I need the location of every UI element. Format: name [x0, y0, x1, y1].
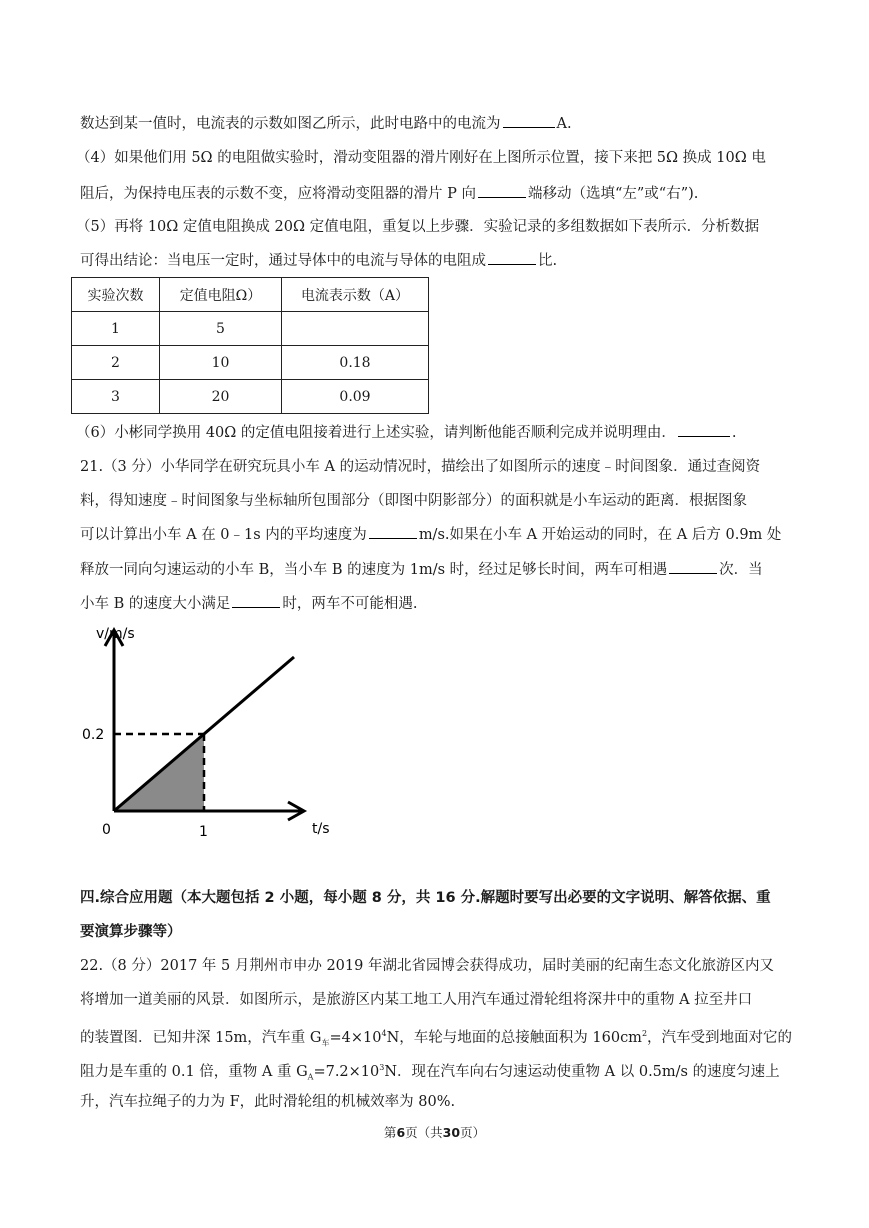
q21-line3-text: 可以计算出小车 A 在 0﹣1s 内的平均速度为 [80, 527, 367, 543]
x-axis-label: t/s [312, 821, 330, 837]
q20-line1 [80, 113, 572, 134]
section4-line2 [80, 922, 182, 942]
answer-blank[interactable] [669, 559, 717, 574]
q22-line1 [80, 956, 774, 976]
section4-heading-cont: 要演算步骤等） [80, 924, 182, 940]
q21-line1 [80, 457, 760, 477]
y-axis-label: v/m/s [96, 626, 135, 642]
q20-p4-line2 [80, 183, 698, 204]
superscript: 2 [641, 1029, 648, 1038]
q21-line1-text: 21.（3 分）小华同学在研究玩具小车 A 的运动情况时，描绘出了如图所示的速度﹣时间图象．通过查阅资 [80, 459, 761, 475]
q20-p4-line2-text: 阻后，为保持电压表的示数不变，应将滑动变阻器的滑片 P 向 [80, 186, 476, 202]
table-row [72, 346, 429, 380]
q20-p5-line1 [76, 217, 759, 237]
footer-mid: 页（共 [405, 1125, 443, 1140]
answer-blank[interactable] [488, 250, 536, 265]
x-tick-label: 1 [199, 824, 208, 840]
footer-post: 页） [460, 1125, 486, 1140]
table-cell: 2 [72, 346, 160, 380]
q20-p4-text: （4）如果他们用 5Ω 的电阻做实验时，滑动变阻器的滑片刚好在上图所示位置，接下来把 5Ω 换成 10Ω 电 [76, 150, 766, 166]
q22-line4-text-c: N．现在汽车向右匀速运动使重物 A 以 0.5m/s 的速度匀速上 [384, 1063, 780, 1080]
table-header: 定值电阻Ω） [160, 278, 282, 312]
q21-line2 [80, 491, 747, 511]
origin-label: 0 [102, 822, 111, 838]
page-footer [0, 1123, 869, 1141]
table-cell: 1 [72, 312, 160, 346]
q21-line4-suffix: 次．当 [719, 562, 763, 578]
q20-p4-line2-suffix: 端移动（选填“左”或“右”). [527, 186, 699, 202]
section4-line1 [80, 888, 771, 908]
table-row [72, 312, 429, 346]
superscript: 3 [379, 1063, 385, 1072]
q22-line4-text: 阻力是车重的 0.1 倍，重物 A 重 G [80, 1063, 308, 1080]
q20-p5-line2-suffix: 比. [538, 253, 558, 269]
q21-line4 [80, 559, 763, 580]
answer-blank[interactable] [369, 524, 417, 539]
q21-line5 [80, 593, 417, 614]
q20-p6-text: （6）小彬同学换用 40Ω 的定值电阻接着进行上述实验，请判断他能否顺利完成并说明理由． [76, 425, 676, 441]
q21-line5-suffix: 时，两车不可能相遇. [282, 596, 418, 612]
q22-line5-text: 升，汽车拉绳子的力为 F，此时滑轮组的机械效率为 80%. [80, 1094, 456, 1110]
answer-blank[interactable] [503, 113, 555, 128]
q22-line3 [80, 1024, 792, 1054]
q20-p6-line [76, 422, 737, 443]
total-pages: 30 [442, 1125, 461, 1140]
table-cell [282, 312, 429, 346]
subscript: 车 [321, 1038, 330, 1048]
section4-heading: 四.综合应用题（本大题包括 2 小题，每小题 8 分，共 16 分.解题时要写出必要的文字说明、解答依据、重 [80, 890, 771, 906]
q20-p6-suffix: . [731, 425, 737, 441]
q20-p4-line1 [76, 148, 766, 168]
q21-line2-text: 料，得知速度﹣时间图象与坐标轴所包围部分（即图中阴影部分）的面积就是小车运动的距离．根据图象 [80, 493, 747, 509]
q22-line2 [80, 990, 752, 1010]
table-cell: 0.18 [282, 346, 429, 380]
q22-line4 [80, 1058, 780, 1088]
q20-p5-line2 [80, 250, 557, 271]
table-cell: 5 [160, 312, 282, 346]
q20-p5-line2-text: 可得出结论：当电压一定时，通过导体中的电流与导体的电阻成 [80, 253, 486, 269]
q21-line4-text: 释放一同向匀速运动的小车 B，当小车 B 的速度为 1m/s 时，经过足够长时间，两车可相遇 [80, 562, 668, 578]
table-header-row [72, 278, 429, 312]
table-cell: 20 [160, 380, 282, 414]
table-cell: 10 [160, 346, 282, 380]
q20-line1-suffix: A. [556, 116, 572, 132]
q22-line3-text-d: ，汽车受到地面对它的 [647, 1029, 793, 1046]
footer-pre: 第 [383, 1125, 397, 1140]
table-header: 实验次数 [72, 278, 160, 312]
q22-line3-text-b: =4×10 [329, 1029, 382, 1046]
page-number: 6 [396, 1125, 406, 1140]
velocity-time-graph [70, 620, 370, 850]
q20-p5-text: （5）再将 10Ω 定值电阻换成 20Ω 定值电阻，重复以上步骤．实验记录的多组数据如下表所示．分析数据 [76, 219, 760, 235]
q22-line5 [80, 1092, 455, 1112]
table-header: 电流表示数（A） [282, 278, 429, 312]
answer-blank[interactable] [232, 593, 280, 608]
subscript: A [307, 1072, 314, 1082]
table-row [72, 380, 429, 414]
table-cell: 0.09 [282, 380, 429, 414]
answer-blank[interactable] [478, 183, 526, 198]
q20-line1-text: 数达到某一值时，电流表的示数如图乙所示，此时电路中的电流为 [80, 116, 501, 132]
superscript: 4 [381, 1029, 387, 1038]
q22-line3-text: 的装置图．已知井深 15m，汽车重 G [80, 1029, 322, 1046]
table-cell: 3 [72, 380, 160, 414]
q22-line2-text: 将增加一道美丽的风景．如图所示，是旅游区内某工地工人用汽车通过滑轮组将深井中的重物 A 拉至井口 [80, 992, 753, 1008]
q22-line1-text: 22.（8 分）2017 年 5 月荆州市申办 2019 年湖北省园博会获得成功，届时美丽的纪南生态文化旅游区内又 [80, 958, 774, 974]
q22-line4-text-b: =7.2×10 [313, 1063, 380, 1080]
q21-line3 [80, 524, 781, 545]
y-tick-label: 0.2 [82, 727, 105, 743]
answer-blank[interactable] [678, 422, 730, 437]
q21-line3-suffix: m/s.如果在小车 A 开始运动的同时，在 A 后方 0.9m 处 [418, 527, 782, 543]
q21-line5-text: 小车 B 的速度大小满足 [80, 596, 231, 612]
q22-line3-text-c: N，车轮与地面的总接触面积为 160cm [386, 1029, 642, 1046]
data-table [71, 277, 429, 414]
